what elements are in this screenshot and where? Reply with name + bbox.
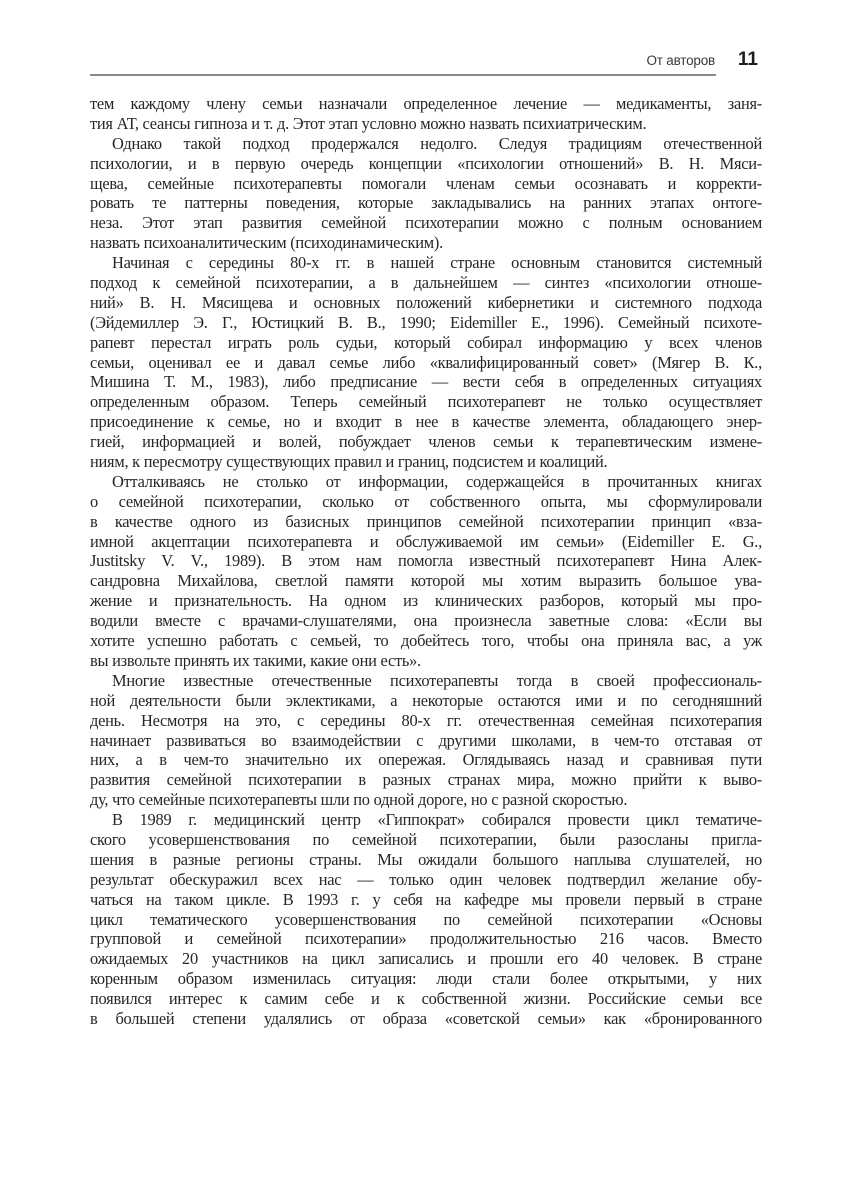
text-line: чаться на таком цикле. В 1993 г. у себя на кафедре мы провели первый в стране	[90, 889, 762, 909]
paragraph	[90, 253, 762, 472]
paragraph	[90, 94, 762, 134]
text-line: определенным образом. Теперь семейный психотерапевт не только осуществляет	[90, 392, 762, 412]
text-line: развития семейной психотерапии в разных странах мира, можно прийти к выво-	[90, 770, 762, 790]
text-line: рапевт перестал играть роль судьи, который собирал информацию у всех членов	[90, 332, 762, 352]
text-line: ниям, к пересмотру существующих правил и границ, подсистем и коалиций.	[90, 452, 608, 472]
paragraph	[90, 810, 762, 1029]
text-line: семьи, оценивал ее и давал семье либо «квалифицированный совет» (Мягер В. К.,	[90, 352, 762, 372]
running-head	[90, 50, 762, 76]
text-line: сандровна Михайлова, светлой памяти которой мы хотим выразить большое ува-	[90, 571, 762, 591]
text-line: в большей степени удалялись от образа «советской семьи» как «бронированного	[90, 1008, 762, 1028]
text-line: ожидаемых 20 участников на цикл записались и прошли его 40 человек. В стране	[90, 949, 762, 969]
text-line: появился интерес к самим себе и к собственной жизни. Российские семьи все	[90, 989, 762, 1009]
text-line: неза. Этот этап развития семейной психотерапии можно с полным основанием	[90, 213, 762, 233]
text-line: начинает развиваться во взаимодействии с другими школами, в чем-то отставая от	[90, 730, 762, 750]
text-line: них, а в чем-то значительно их опережая. Оглядываясь назад и сравнивая пути	[90, 750, 762, 770]
text-line: тем каждому члену семьи назначали определенное лечение — медикаменты, заня-	[90, 94, 762, 113]
text-line: коренным образом изменилась ситуация: люди стали более открытыми, у них	[90, 969, 762, 989]
text-line: день. Несмотря на это, с середины 80-х гг. отечественная семейная психотерапия	[90, 710, 762, 730]
text-line: Отталкиваясь не столько от информации, содержащейся в прочитанных книгах	[112, 471, 762, 491]
text-line: Мишина Т. М., 1983), либо предписание — вести себя в определенных ситуациях	[90, 372, 762, 392]
text-line: назвать психоаналитическим (психодинамическим).	[90, 233, 443, 253]
text-line: ду, что семейные психотерапевты шли по одной дороге, но с разной скоростью.	[90, 790, 628, 810]
text-line: в качестве одного из базисных принципов семейной психотерапии принцип «вза-	[90, 511, 762, 531]
text-line: жение и признательность. На одном из клинических разборов, который мы про-	[90, 591, 762, 611]
text-line: хотите успешно работать с семьей, то добейтесь того, чтобы она приняла вас, а уж	[90, 631, 762, 651]
text-line: ровать те паттерны поведения, которые закладывались на ранних этапах онтоге-	[90, 193, 762, 213]
text-line: ний» В. Н. Мясищева и основных положений кибернетики и системного подхода	[90, 292, 762, 312]
text-line: водили вместе с врачами-слушателями, она произнесла заветные слова: «Если вы	[90, 611, 762, 631]
text-line: Однако такой подход продержался недолго. Следуя традициям отечественной	[112, 133, 762, 153]
paragraph	[90, 671, 762, 810]
body-text	[90, 94, 762, 1029]
text-line: (Эйдемиллер Э. Г., Юстицкий В. В., 1990; Eidemiller E., 1996). Семейный психоте-	[90, 312, 762, 332]
text-line: присоединение к семье, но и входит в нее в качестве элемента, обладающего энер-	[90, 412, 762, 432]
text-line: тия АТ, сеансы гипноза и т. д. Этот этап условно можно назвать психиатрическим.	[90, 113, 647, 133]
page-number: 11	[737, 49, 758, 70]
text-line: цикл тематического усовершенствования по семейной психотерапии «Основы	[90, 909, 762, 929]
text-line: В 1989 г. медицинский центр «Гиппократ» собирался провести цикл тематиче-	[112, 810, 762, 830]
text-line: шения в разные регионы страны. Мы ожидали большого наплыва слушателей, но	[90, 849, 762, 869]
text-line: Начиная с середины 80-х гг. в нашей стране основным становится системный	[112, 253, 762, 273]
text-line: результат обескуражил всех нас — только один человек подтвердил желание обу-	[90, 869, 762, 889]
text-line: о семейной психотерапии, сколько от собственного опыта, мы сформулировали	[90, 491, 762, 511]
text-line: групповой и семейной психотерапии» продолжительностью 216 часов. Вместо	[90, 929, 762, 949]
text-line: гией, информацией и волей, побуждает членов семьи к терапевтическим измене-	[90, 432, 762, 452]
text-line: вы извольте принять их такими, какие они есть».	[90, 650, 421, 670]
text-line: подход к семейной психотерапии, а в дальнейшем — синтез «психологии отноше-	[90, 273, 762, 293]
paragraph	[90, 472, 762, 671]
text-line: психологии, и в первую очередь концепции «психологии отношений» В. Н. Мяси-	[90, 153, 762, 173]
text-line: щева, семейные психотерапевты помогали членам семьи осознавать и корректи-	[90, 173, 762, 193]
section-title: От авторов	[646, 53, 715, 68]
text-line: ной деятельности были эклектиками, а некоторые остаются ими и по сегодняшний	[90, 690, 762, 710]
header-rule	[90, 74, 716, 76]
paragraph	[90, 134, 762, 253]
text-line: Многие известные отечественные психотерапевты тогда в своей профессиональ-	[112, 670, 762, 690]
text-line: ского усовершенствования по семейной психотерапии, были разосланы пригла-	[90, 829, 762, 849]
text-line: имной акцептации психотерапевта и обслуживаемой им семьи» (Eidemiller E. G.,	[90, 531, 762, 551]
text-line: Justitsky V. V., 1989). В этом нам помогла известный психотерапевт Нина Алек-	[90, 551, 762, 571]
